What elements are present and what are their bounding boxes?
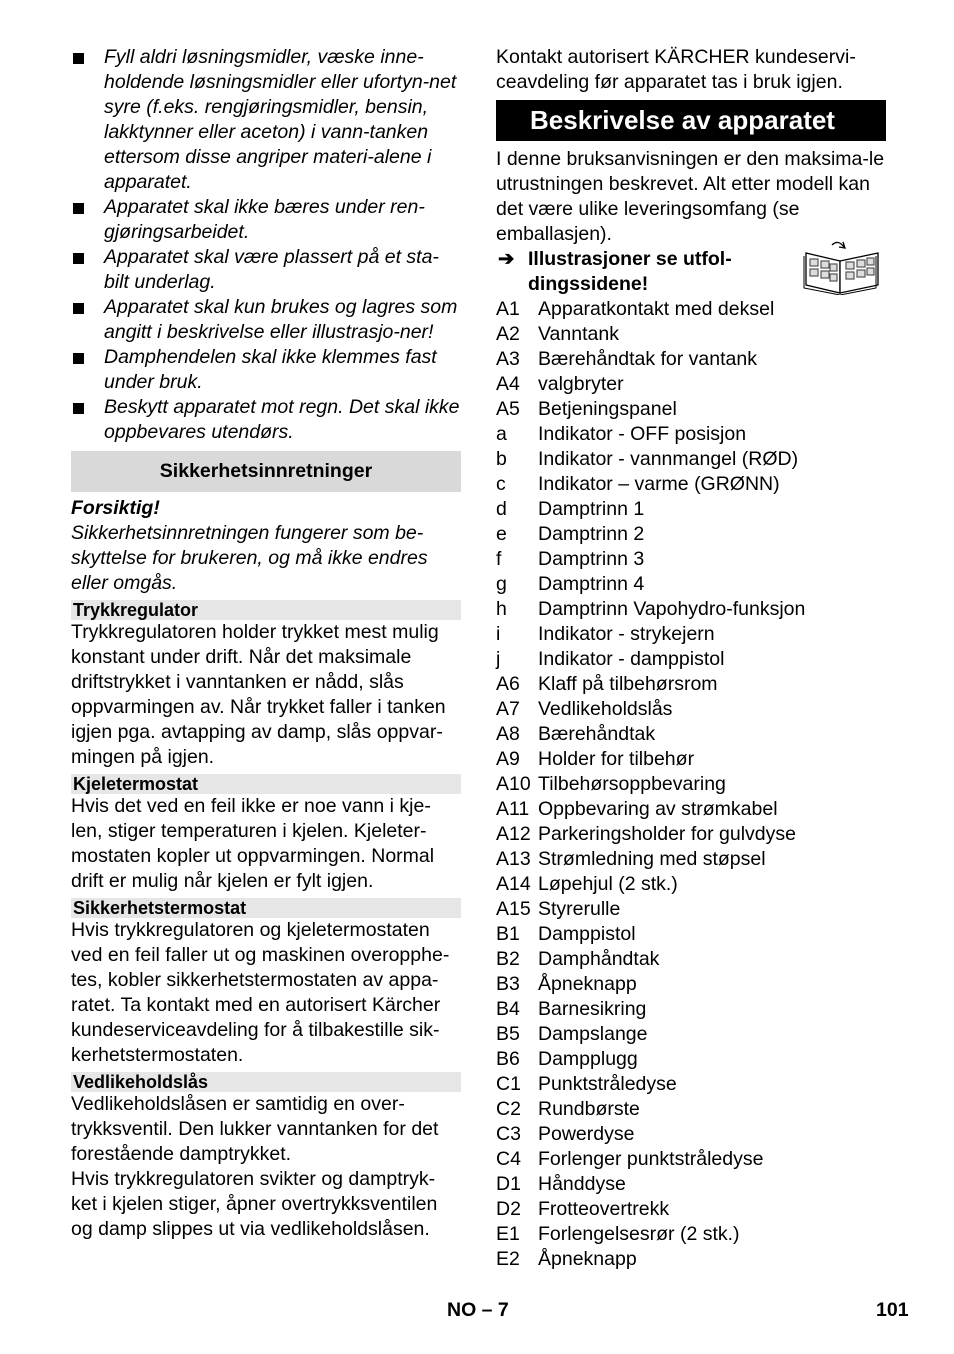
section-page-label: NO – 7 xyxy=(447,1299,509,1321)
component-item xyxy=(496,847,886,872)
square-bullet-icon xyxy=(73,303,84,314)
component-label: Barnesikring xyxy=(538,998,647,1020)
component-item xyxy=(496,822,886,847)
component-label: Forlenger punktstråledyse xyxy=(538,1148,764,1170)
component-item xyxy=(496,722,886,747)
component-label: Indikator - OFF posisjon xyxy=(538,423,747,445)
component-code: A9 xyxy=(496,748,520,770)
section-heading-safety-devices: Sikkerhetsinnretninger xyxy=(71,451,461,492)
component-label: Åpneknapp xyxy=(538,1248,637,1270)
component-label: Damptrinn 3 xyxy=(538,548,645,570)
component-code: E1 xyxy=(496,1223,520,1245)
intro-paragraph: Kontakt autorisert KÄRCHER kundeservi-ceavdeling før apparatet tas i bruk igjen. xyxy=(496,46,856,93)
component-code: B6 xyxy=(496,1048,520,1070)
component-label: Apparatkontakt med deksel xyxy=(538,298,775,320)
component-code: a xyxy=(496,423,507,445)
square-bullet-icon xyxy=(73,253,84,264)
component-label: Damptrinn 1 xyxy=(538,498,645,520)
paragraph: Trykkregulatoren holder trykket mest mulig konstant under drift. Når det maksimale driftstrykket i vanntanken er nådd, slås oppvarmingen av. Når trykket faller i tanken igjen pga. avtapping av damp, slås oppvar-mingen på igjen. xyxy=(71,621,446,768)
component-item xyxy=(496,622,886,647)
component-label: Tilbehørsoppbevaring xyxy=(538,773,726,795)
component-label: Styrerulle xyxy=(538,898,621,920)
bullet-item: Apparatet skal ikke bæres under ren-gjøringsarbeidet. xyxy=(71,195,461,245)
component-label: Oppbevaring av strømkabel xyxy=(538,798,778,820)
component-code: C3 xyxy=(496,1123,521,1145)
component-item xyxy=(496,1122,886,1147)
component-item xyxy=(496,1247,886,1272)
component-item xyxy=(496,772,886,797)
component-item xyxy=(496,597,886,622)
component-item xyxy=(496,372,886,397)
component-item xyxy=(496,972,886,997)
caution-text: Sikkerhetsinnretningen fungerer som be-skyttelse for brukeren, og må ikke endres eller omgås. xyxy=(71,522,428,594)
component-item xyxy=(496,797,886,822)
component-item xyxy=(496,447,886,472)
component-item xyxy=(496,1022,886,1047)
component-label: valgbryter xyxy=(538,373,624,395)
component-label: Indikator - damppistol xyxy=(538,648,725,670)
component-code: B1 xyxy=(496,923,520,945)
component-code: e xyxy=(496,523,507,545)
paragraph: Vedlikeholdslåsen er samtidig en over-trykksventil. Den lukker vanntanken for det forestående damptrykket. xyxy=(71,1093,439,1165)
component-label: Strømledning med støpsel xyxy=(538,848,766,870)
square-bullet-icon xyxy=(73,203,84,214)
component-label: Betjeningspanel xyxy=(538,398,677,420)
component-code: b xyxy=(496,448,507,470)
component-label: Hånddyse xyxy=(538,1173,626,1195)
component-code: E2 xyxy=(496,1248,520,1270)
paragraph: Hvis det ved en feil ikke er noe vann i kje-len, stiger temperaturen i kjelen. Kjeleter-mostaten kopler ut oppvarmingen. Normal drift er mulig når kjelen er fylt igjen. xyxy=(71,795,435,892)
component-item xyxy=(496,522,886,547)
caution-title: Forsiktig! xyxy=(71,497,160,519)
component-label: Damptrinn Vapohydro-funksjon xyxy=(538,598,806,620)
component-item xyxy=(496,422,886,447)
component-code: A10 xyxy=(496,773,531,795)
component-code: A4 xyxy=(496,373,520,395)
component-label: Rundbørste xyxy=(538,1098,640,1120)
illustration-note-row xyxy=(496,247,886,297)
component-item xyxy=(496,1072,886,1097)
component-item xyxy=(496,347,886,372)
component-item xyxy=(496,397,886,422)
component-label: Holder for tilbehør xyxy=(538,748,695,770)
component-code: A6 xyxy=(496,673,520,695)
component-code: A1 xyxy=(496,298,520,320)
open-book-icon xyxy=(802,239,884,295)
component-item xyxy=(496,647,886,672)
component-item xyxy=(496,947,886,972)
component-code: A5 xyxy=(496,398,520,420)
component-item xyxy=(496,497,886,522)
component-label: Åpneknapp xyxy=(538,973,637,995)
component-item xyxy=(496,747,886,772)
component-label: Bærehåndtak for vantank xyxy=(538,348,757,370)
component-code: A15 xyxy=(496,898,531,920)
component-item xyxy=(496,1197,886,1222)
bullet-item: Apparatet skal være plassert på et sta-bilt underlag. xyxy=(71,245,461,295)
component-code: C2 xyxy=(496,1098,521,1120)
arrow-right-icon: ➔ xyxy=(498,248,515,270)
component-label: Dampplugg xyxy=(538,1048,638,1070)
section-title-device-description: Beskrivelse av apparatet xyxy=(496,100,886,141)
subheading-maintenance-lock: Vedlikeholdslås xyxy=(71,1072,461,1092)
component-code: g xyxy=(496,573,507,595)
component-code: B2 xyxy=(496,948,520,970)
component-code: A8 xyxy=(496,723,520,745)
description-paragraph: I denne bruksanvisningen er den maksima-le utrustningen beskrevet. Alt etter modell kan det være ulike leveringsomfang (se emballasjen). xyxy=(496,148,885,245)
component-label: Parkeringsholder for gulvdyse xyxy=(538,823,796,845)
subheading-safety-thermostat: Sikkerhetstermostat xyxy=(71,898,461,918)
safety-bullet-list xyxy=(71,45,461,445)
component-code: i xyxy=(496,623,501,645)
component-code: A2 xyxy=(496,323,520,345)
paragraph: Hvis trykkregulatoren og kjeletermostaten ved en feil faller ut og maskinen overopphe-tes, kobler sikkerhetstermostaten av appa-ratet. Ta kontakt med en autorisert Kärcher kundeserviceavdeling for å tilbakestille sik-kerhetstermostaten. xyxy=(71,919,450,1066)
component-label: Indikator - vannmangel (RØD) xyxy=(538,448,799,470)
component-label: Damptrinn 2 xyxy=(538,523,645,545)
component-code: C1 xyxy=(496,1073,521,1095)
square-bullet-icon xyxy=(73,53,84,64)
component-item xyxy=(496,1172,886,1197)
component-code: A7 xyxy=(496,698,520,720)
component-code: B5 xyxy=(496,1023,520,1045)
component-label: Vanntank xyxy=(538,323,619,345)
bullet-item: Fyll aldri løsningsmidler, væske inne-holdende løsningsmidler eller ufortyn-net syre (f.eks. rengjøringsmidler, bensin, lakktynner eller aceton) i vann-tanken ettersom disse angriper materi-alene i apparatet. xyxy=(71,45,461,195)
component-code: f xyxy=(496,548,502,570)
component-item xyxy=(496,322,886,347)
component-label: Klaff på tilbehørsrom xyxy=(538,673,718,695)
component-code: j xyxy=(496,648,501,670)
component-code: h xyxy=(496,598,507,620)
component-item xyxy=(496,572,886,597)
bullet-item: Damphendelen skal ikke klemmes fast under bruk. xyxy=(71,345,461,395)
component-label: Punktstråledyse xyxy=(538,1073,677,1095)
component-code: B4 xyxy=(496,998,520,1020)
component-label: Indikator – varme (GRØNN) xyxy=(538,473,780,495)
component-label: Vedlikeholdslås xyxy=(538,698,673,720)
component-label: Forlengelsesrør (2 stk.) xyxy=(538,1223,740,1245)
component-code: A14 xyxy=(496,873,531,895)
component-item xyxy=(496,1147,886,1172)
square-bullet-icon xyxy=(73,353,84,364)
component-item xyxy=(496,922,886,947)
component-item xyxy=(496,697,886,722)
component-label: Bærehåndtak xyxy=(538,723,656,745)
left-column xyxy=(71,45,461,1242)
component-item xyxy=(496,1222,886,1247)
component-item xyxy=(496,672,886,697)
component-code: c xyxy=(496,473,506,495)
component-code: d xyxy=(496,498,507,520)
component-code: A3 xyxy=(496,348,520,370)
component-label: Damppistol xyxy=(538,923,636,945)
page-number: 101 xyxy=(876,1299,909,1321)
subheading-pressure-regulator: Trykkregulator xyxy=(71,600,461,620)
component-label: Powerdyse xyxy=(538,1123,635,1145)
component-item xyxy=(496,872,886,897)
component-code: A12 xyxy=(496,823,531,845)
subheading-boiler-thermostat: Kjeletermostat xyxy=(71,774,461,794)
component-code: B3 xyxy=(496,973,520,995)
component-item xyxy=(496,897,886,922)
component-label: Frotteovertrekk xyxy=(538,1198,670,1220)
component-label: Løpehjul (2 stk.) xyxy=(538,873,678,895)
component-label: Damphåndtak xyxy=(538,948,660,970)
component-item xyxy=(496,547,886,572)
component-code: A11 xyxy=(496,798,530,820)
bullet-item: Apparatet skal kun brukes og lagres som angitt i beskrivelse eller illustrasjo-ner! xyxy=(71,295,461,345)
right-column xyxy=(496,45,886,1272)
square-bullet-icon xyxy=(73,403,84,414)
component-code: D2 xyxy=(496,1198,521,1220)
component-code: D1 xyxy=(496,1173,521,1195)
illustration-note: Illustrasjoner se utfol-dingssidene! xyxy=(528,248,732,295)
component-label: Damptrinn 4 xyxy=(538,573,645,595)
component-label: Dampslange xyxy=(538,1023,648,1045)
paragraph: Hvis trykkregulatoren svikter og damptryk-ket i kjelen stiger, åpner overtrykksventilen og damp slippes ut via vedlikeholdslåsen. xyxy=(71,1168,438,1240)
component-item xyxy=(496,1097,886,1122)
component-code: A13 xyxy=(496,848,531,870)
component-label: Indikator - strykejern xyxy=(538,623,715,645)
component-item xyxy=(496,1047,886,1072)
component-item xyxy=(496,297,886,322)
component-list xyxy=(496,297,886,1272)
component-item xyxy=(496,997,886,1022)
component-item xyxy=(496,472,886,497)
component-code: C4 xyxy=(496,1148,521,1170)
bullet-item: Beskytt apparatet mot regn. Det skal ikke oppbevares utendørs. xyxy=(71,395,461,445)
